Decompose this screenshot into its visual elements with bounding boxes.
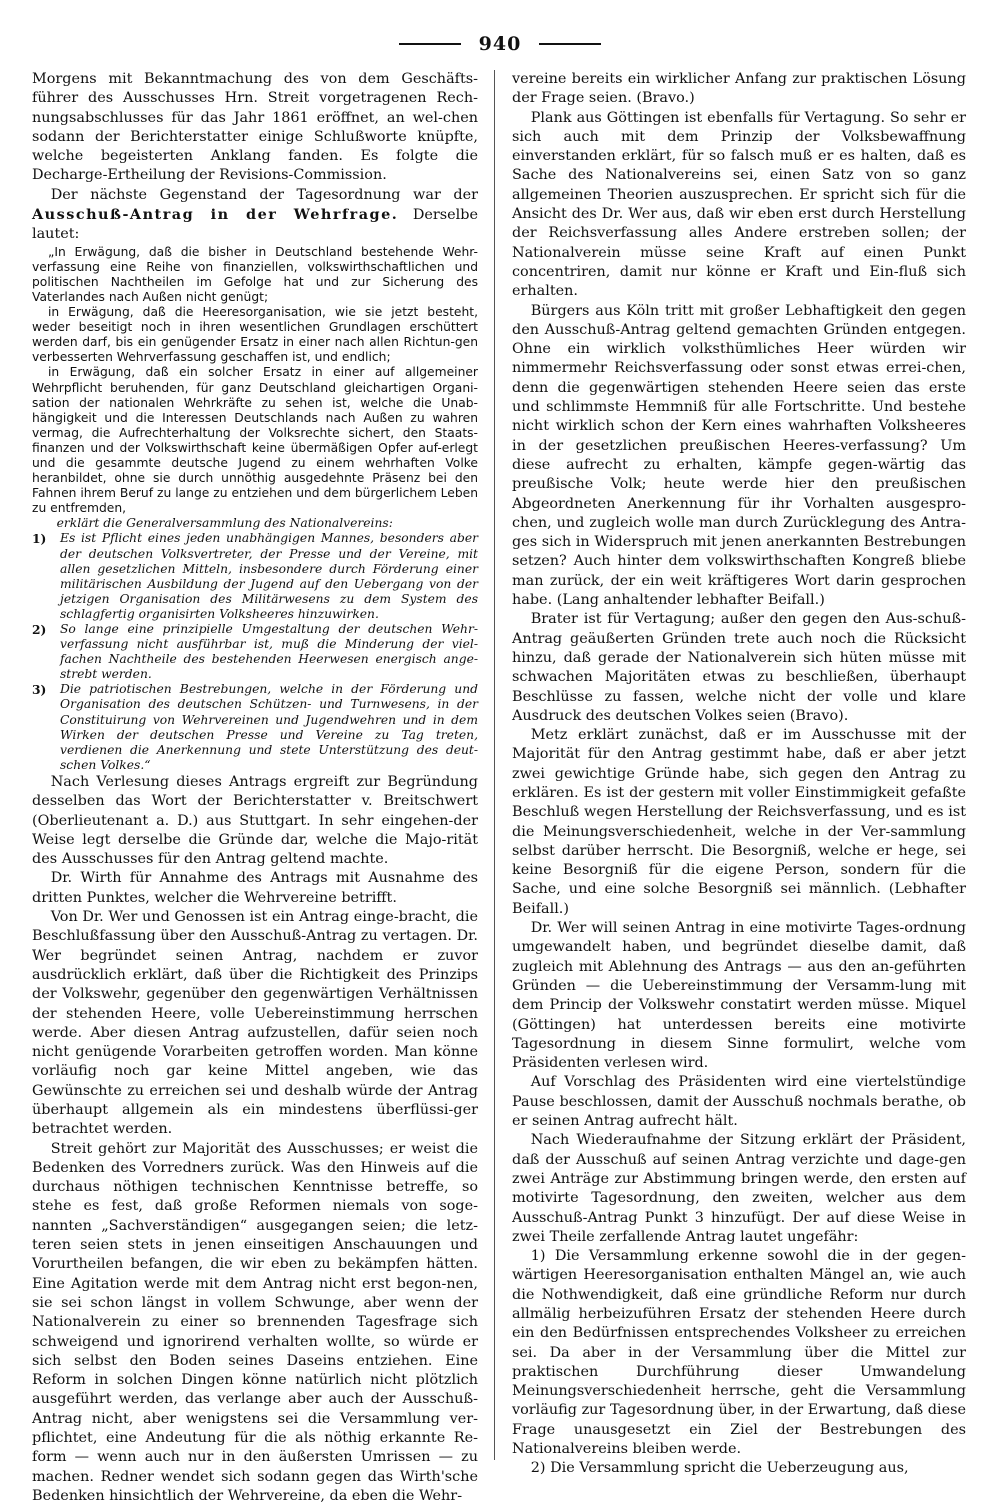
right-column [512,70,966,1477]
right-paragraph-10: 2) Die Versammlung spricht die Ueberzeugung aus, [530,1460,909,1477]
right-paragraph-7: Auf Vorschlag des Präsidenten wird eine viertelstündige Pause beschlossen, damit der Ausschuß nochmals berathe, ob er seinen Antrag aufrecht hält. [512,1074,966,1130]
left-paragraph-2 [32,186,478,245]
right-paragraph-9: 1) Die Versammlung erkenne sowohl die in der gegen-wärtigen Heeresorganisation enthalten Mängel an, wie auch die Nothwendigkeit, daß eine gründliche Reform nur durch allmälig herbeizuführen Ersatz der stehenden Heere durch ein den Bedürfnissen entsprechendes Volksheer zu erreichen sei. Da aber in der Versammlung über die Mittel zur praktischen Durchführung dieser Umwandelung Meinungsverschiedenheit herrsche, geht die Versammlung vorläufig zur Tagesordnung über, in der Erwartung, daß diese Frage unausgesetzt ein Ziel der Bestrebungen des Nationalvereins bleiben werde. [512,1248,966,1458]
resolution-item-number: 3) [32,682,47,698]
right-paragraph-3: Bürgers aus Köln tritt mit großer Lebhaftigkeit den gegen den Ausschuß-Antrag geltend gemachten Gründen entgegen. Ohne ein wirklich volksthümliches Heer würden wir nimmermehr Reichsverfassung oder sonst etwas errei-chen, denn die gegenwärtigen stehenden Heere seien das erste und schlimmste Hemmniß für alle Fortschritte. Und bestehe nicht wirklich schon der Kern eines wahrhaften Volksheeres in der gesetzlichen preußischen Heeres-verfassung? Um diese aufrecht zu erhalten, kämpfe gegen-wärtig das preußische Volk; heute werde hier den preußischen Abgeordneten Anerkennung für ihr Vorhalten ausgespro-chen, und zugleich wolle man durch Zurücklegung des Antra-ges sich in Widerspruch mit jenen anerkannten Bestrebungen setzen? Auch hinter dem volkswirthschaften Kongreß bliebe man zurück, der ein weit kräftigeres Wort darin gesprochen habe. (Lang anhaltender lebhafter Beifall.) [512,302,966,609]
resolution-item-number: 2) [32,622,47,638]
motion-quote [32,245,478,517]
right-paragraph-2: Plank aus Göttingen ist ebenfalls für Vertagung. So sehr er sich auch mit dem Prinzip der Volksbewaffnung einverstanden erklärt, für so falsch muß er es halten, daß es Sache des Nationalvereins sei, einen Satz von so ganz allgemeinen Theorien auszusprechen. Er spricht sich für die Ansicht des Dr. Wer aus, daß wir eben erst durch Herstellung der Reichsverfassung alles Andere erstreben sollen; der Nationalverein müsse seine Kraft auf einen Punkt concentriren, damit nur könne er Kraft und Ein-fluß sich erhalten. [512,109,966,300]
right-paragraph-1: vereine bereits ein wirklicher Anfang zur praktischen Lösung der Frage seien. (Bravo.) [512,71,966,107]
right-paragraph-8: Nach Wiederaufnahme der Sitzung erklärt der Präsident, daß der Ausschuß auf seinen Antrag verzichte und dage-gen zwei Anträge zur Abstimmung bringen werde, den ersten auf motivirte Tagesordnung, den zweiten, welcher aus dem Ausschuß-Antrag Punkt 3 hinzufügt. Der auf diese Weise in zwei Theile zerfallende Antrag lautet ungefähr: [512,1132,966,1245]
page-header [0,32,1000,56]
resolution-item-1 [32,531,478,622]
left-paragraph-3: Nach Verlesung dieses Antrags ergreift zur Begründung desselben das Wort der Berichterstatter v. Breitschwert (Oberlieutenant a. D.) aus Stuttgart. In sehr eingehen-der Weise legt derselbe die Gründe dar, welche die Majo-rität des Ausschusses für den Antrag geltend machte. [32,773,478,868]
left-paragraph-5: Von Dr. Wer und Genossen ist ein Antrag einge-bracht, die Beschlußfassung über den Ausschuß-Antrag zu vertagen. Dr. Wer begründet seinen Antrag, nachdem er zuvor ausdrücklich erklärt, daß über die Richtigkeit des Prinzips der Volkswehr, gegenüber den gegenwärtigen Verhältnissen der stehenden Heere, volle Uebereinstimmung herrschen werde. Aber diesen Antrag aufzustellen, dafür seien noch nicht genügende Vorarbeiten getroffen worden. Man könne vorläufig noch gar keine Mittel angeben, wie das Gewünschte zu erreichen sei und deshalb würde der Antrag überhaupt allgemein als ein mindestens überflüssi-ger betrachtet werden. [32,909,478,1138]
quote-paragraph-2: in Erwägung, daß die Heeresorganisation, wie sie jetzt besteht, weder beseitigt noch in ihren wesentlichen Grundlagen erschüttert werden darf, bis ein genügender Ersatz in einer nach allen Richtun-gen verbesserten Wehrverfassung geschaffen ist, und endlich; [32,305,478,365]
left-paragraph-2-end: Derselbe lautet: [32,207,478,243]
resolution-intro: erklärt die Generalversammlung des Nationalvereins: [56,516,393,531]
left-column [32,70,478,1504]
right-paragraph-4: Brater ist für Vertagung; außer den gegen den Aus-schuß-Antrag geäußerten Gründen trete auch noch die Rücksicht hinzu, daß gerade der Nationalverein sich hüten müsse mit schwachen Majoritäten etwas zu beschließen, überhaupt Beschlüsse zu fassen, welche nicht der volle und klare Ausdruck des deutschen Volkes seien (Bravo). [512,611,966,724]
left-paragraph-2-start: Der nächste Gegenstand der Tagesordnung war der [50,186,478,203]
resolution-item-2 [32,622,478,682]
page-number: 940 [478,33,522,55]
right-paragraph-6: Dr. Wer will seinen Antrag in eine motivirte Tages-ordnung umgewandelt haben, und begründet dieselbe damit, daß zugleich mit Ablehnung des Antrags — aus den an-geführten Gründen — die Uebereinstimmung der Versamm-lung mit dem Princip der Volkswehr constatirt werden müsse. Miquel (Göttingen) hat unterdessen bereits eine motivirte Tagesordnung in diesem Sinne formulirt, welche vom Präsidenten verlesen wird. [512,920,966,1072]
right-paragraph-5: Metz erklärt zunächst, daß er im Ausschusse mit der Majorität für den Antrag gestimmt habe, daß er aber jetzt zwei gewichtige Gründe habe, sich gegen den Antrag zu erklären. Es ist der gestern mit voller Einstimmigkeit gefaßte Beschluß wegen Herstellung der Reichsverfassung, und es ist die Meinungsverschiedenheit, welche in der Ver-sammlung selbst darüber herrscht. Die Besorgniß, welche er hege, sei keine Besorgniß für die eigene Person, sondern für die Sache, und eine solche Besorgniß sei männlich. (Lebhafter Beifall.) [512,727,966,917]
header-rule-left [399,43,461,45]
resolution-item-text: Es ist Pflicht eines jeden unabhängigen Mannes, besonders aber der deutschen Volksvertreter, der Presse und der Vereine, mit allen gesetzlichen Mitteln, insbesondere durch Förderung einer militärischen Ausbildung der Jugend auf den Uebergang von der jetzigen Organisation des Militärwesens zu dem System des schlagfertig organisirten Volksheeres hinzuwirken. [60,531,478,621]
resolution-item-text: Die patriotischen Bestrebungen, welche in der Förderung und Organisation des deutschen Schützen- und Turnwesens, in der Constituirung von Wehrvereinen und Jugendwehren und in dem Wirken der deutschen Presse und Vereine zu Tag treten, verdienen die Anerkennung und stete Unterstützung des deut-schen Volkes.“ [60,682,478,772]
quote-paragraph-1: „In Erwägung, daß die bisher in Deutschland bestehende Wehr-verfassung eine Reihe von finanziellen, volkswirthschaftlichen und politischen Nachtheilen im Gefolge hat und zur Sicherung des Vaterlandes nach Außen nicht genügt; [32,244,478,304]
left-paragraph-6: Streit gehört zur Majorität des Ausschusses; er weist die Bedenken des Vorredners zurück. Was den Hinweis auf die durchaus nöthigen technischen Kenntnisse betreffe, so stehe es fest, daß große Reformen niemals von soge-nannten „Sachverständigen“ ausgegangen seien; die letz-teren seien stets in jenen einseitigen Anschauungen und Vorurtheilen befangen, die wir eben zu bekämpfen hätten. Eine Agitation werde mit dem Antrag nicht erst begon-nen, sie sei schon längst in vollem Schwunge, aber wenn der Nationalverein zu einer so brennenden Tagesfrage sich schweigend und ignorirend verhalten wollte, so würde er sich selbst den Boden seines Daseins entziehen. Eine Reform in solchen Dingen könne natürlich nicht plötzlich ausgeführt werden, das verlange aber auch der Ausschuß-Antrag nicht, aber wenigstens sei die Versammlung ver-pflichtet, eine Andeutung für die als nöthig erkannte Re-form — wenn auch nur in den äußersten Umrissen — zu machen. Redner wendet sich sodann gegen das Wirth'sche Bedenken hinsichtlich der Wehrvereine, da eben die Wehr- [32,1140,478,1504]
left-paragraph-4: Dr. Wirth für Annahme des Antrags mit Ausnahme des dritten Punktes, welcher die Wehrvereine betrifft. [32,870,478,906]
column-divider [494,70,495,1460]
resolution-item-number: 1) [32,531,47,547]
left-paragraph-1: Morgens mit Bekanntmachung des von dem Geschäfts-führer des Ausschusses Hrn. Streit vorgetragenen Rech-nungsabschlusses für das Jahr 1861 eröffnet, an wel-chen sodann der Berichterstatter einige Schlußworte knüpfte, welche begeisterten Anklang fanden. Es folgte die Decharge-Ertheilung der Revisions-Commission. [32,71,478,184]
header-rule-right [539,43,601,45]
quote-paragraph-3: in Erwägung, daß ein solcher Ersatz in einer auf allgemeiner Wehrpflicht beruhenden, für ganz Deutschland gleichartigen Organi-sation der nationalen Wehrkräfte zu sehen ist, welche die Unab-hängigkeit und die Interessen Deutschlands nach Außen zu wahren vermag, die Aufrechterhaltung der Volksrechte sichert, den Staats-finanzen und der Volkswirthschaft keine übermäßigen Opfer auf-erlegt und die gesammte deutsche Jugend zu einem wehrhaften Volke heranbildet, ohne sie durch unnöthig ausgedehnte Präsenz bei den Fahnen ihrem Beruf zu lange zu entziehen und dem bürgerlichem Leben zu entfremden, [32,365,478,516]
motion-title: Ausschuß-Antrag in der Wehrfrage. [32,206,399,224]
resolution-item-text: So lange eine prinzipielle Umgestaltung der deutschen Wehr-verfassung nicht ausführbar ist, muß die Minderung der viel-fachen Nachtheile des bestehenden Heerwesen energisch ange-strebt werden. [60,622,478,682]
resolution-item-3 [32,682,478,773]
resolution-block [32,516,478,773]
